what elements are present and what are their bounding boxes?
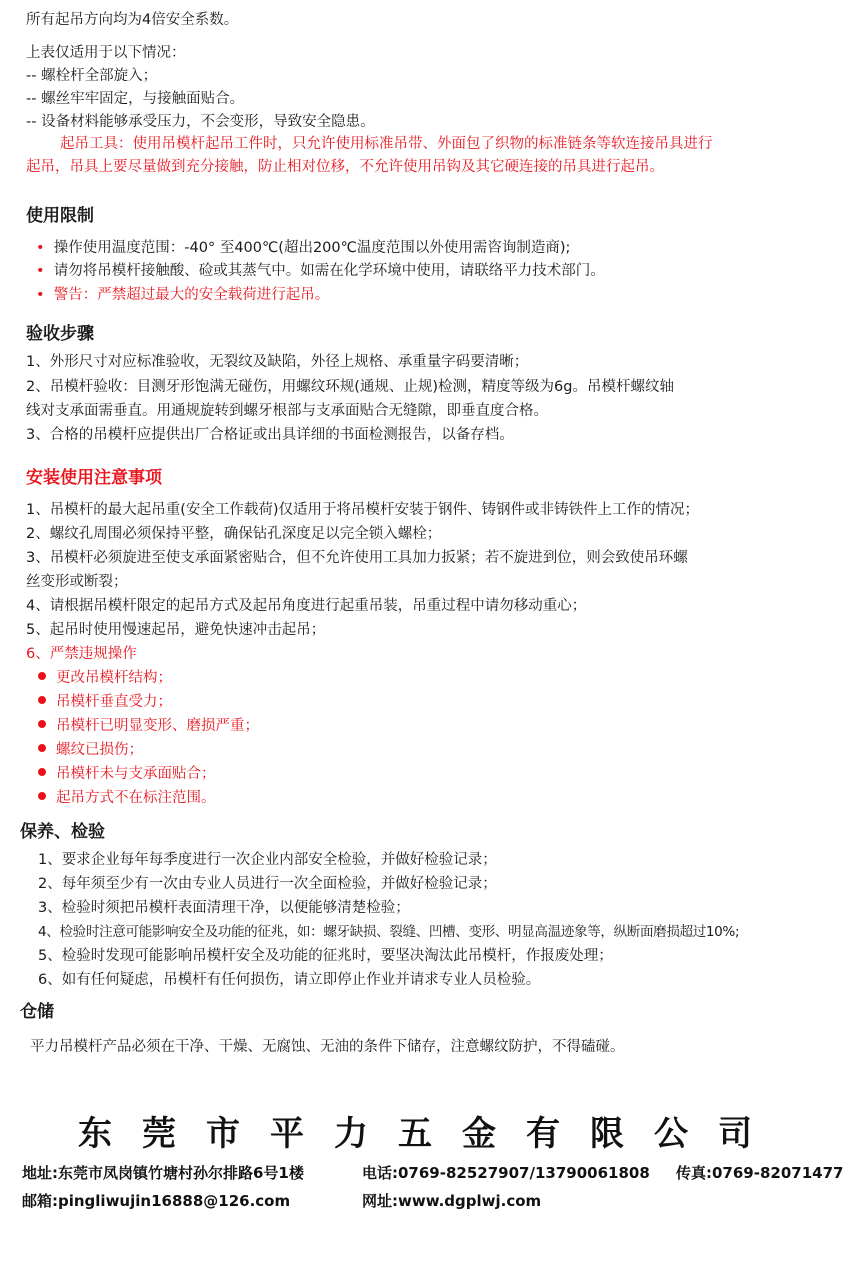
company-name: 东莞市平力五金有限公司 [78, 1114, 782, 1154]
storage-heading: 仓储 [20, 1002, 54, 1022]
list-item [38, 788, 216, 808]
maintenance-heading: 保养、检验 [20, 822, 105, 842]
company-phone: 电话:0769-82527907/13790061808 [362, 1164, 650, 1182]
prohibited-item-text: 吊模杆垂直受力； [56, 694, 172, 710]
prohibited-item-text: 吊模杆未与支承面贴合； [56, 766, 216, 782]
prohibited-item-text: 更改吊模杆结构； [56, 670, 172, 686]
red-dot-icon [38, 696, 46, 704]
bullet-icon: • [36, 287, 45, 303]
install-item-3a: 3、吊模杆必须旋进至使支承面紧密贴合，但不允许使用工具加力扳紧；若不旋进到位，则会致使吊环螺 [26, 550, 688, 566]
company-fax: 传真:0769-82071477 [676, 1164, 844, 1182]
install-item-6: 6、严禁违规操作 [26, 646, 137, 662]
intro-applies-to: 上表仅适用于以下情况： [26, 45, 186, 61]
limits-item-2-text: 请勿将吊模杆接触酸、硷或其蒸气中。如需在化学环境中使用，请联络平力技术部门。 [53, 263, 605, 279]
maintenance-item-4: 4、检验时注意可能影响安全及功能的征兆，如：螺牙缺损、裂缝、凹槽、变形、明显高温迹象等，纵断面磨损超过10%; [38, 924, 740, 940]
storage-text: 平力吊模杆产品必须在干净、干燥、无腐蚀、无油的条件下储存，注意螺纹防护，不得磕碰。 [30, 1039, 625, 1055]
prohibited-item-text: 螺纹已损伤； [56, 742, 143, 758]
list-item [38, 764, 216, 784]
install-item-4: 4、请根据吊模杆限定的起吊方式及起吊角度进行起重吊装，吊重过程中请勿移动重心； [26, 598, 587, 614]
acceptance-item-2b: 线对支承面需垂直。用通规旋转到螺牙根部与支承面贴合无缝隙，即垂直度合格。 [26, 403, 548, 419]
limits-warning-text: 警告：严禁超过最大的安全载荷进行起吊。 [53, 287, 330, 303]
company-website[interactable]: 网址:www.dgplwj.com [362, 1192, 542, 1210]
list-item [38, 716, 259, 736]
intro-condition-2: -- 螺丝牢牢固定，与接触面贴合。 [26, 91, 245, 107]
acceptance-item-2a: 2、吊模杆验收：目测牙形饱满无碰伤，用螺纹环规(通规、止规)检测，精度等级为6g。吊模杆螺纹轴 [26, 379, 674, 395]
list-item [38, 692, 172, 712]
red-dot-icon [38, 672, 46, 680]
limits-item-2 [36, 261, 605, 281]
limits-item-3 [36, 285, 329, 305]
intro-safety-factor: 所有起吊方向均为4倍安全系数。 [26, 12, 239, 28]
red-dot-icon [38, 768, 46, 776]
lifting-tool-warning-2: 起吊，吊具上要尽量做到充分接触，防止相对位移，不允许使用吊钩及其它硬连接的吊具进行起吊。 [26, 159, 664, 175]
install-item-1: 1、吊模杆的最大起吊重(安全工作载荷)仅适用于将吊模杆安装于钢件、铸钢件或非铸铁件上工作的情况； [26, 502, 700, 518]
maintenance-item-1: 1、要求企业每年每季度进行一次企业内部安全检验，并做好检验记录； [38, 852, 497, 868]
company-address: 地址:东莞市凤岗镇竹塘村孙尔排路6号1楼 [22, 1164, 304, 1182]
red-dot-icon [38, 744, 46, 752]
install-item-2: 2、螺纹孔周围必须保持平整，确保钻孔深度足以完全锁入螺栓； [26, 526, 442, 542]
list-item [38, 668, 172, 688]
intro-condition-3: -- 设备材料能够承受压力，不会变形，导致安全隐患。 [26, 114, 375, 130]
limits-item-1 [36, 238, 570, 258]
lifting-tool-warning-1: 起吊工具：使用吊模杆起吊工件时，只允许使用标准吊带、外面包了织物的标准链条等软连接吊具进行 [60, 136, 713, 152]
intro-condition-1: -- 螺栓杆全部旋入； [26, 68, 158, 84]
red-dot-icon [38, 720, 46, 728]
maintenance-item-5: 5、检验时发现可能影响吊模杆安全及功能的征兆时，要坚决淘汰此吊模杆，作报废处理； [38, 948, 613, 964]
limits-heading: 使用限制 [26, 206, 94, 226]
company-email[interactable]: 邮箱:pingliwujin16888@126.com [22, 1192, 291, 1210]
install-item-3b: 丝变形或断裂； [26, 574, 128, 590]
limits-item-1-text: 操作使用温度范围：-40° 至400℃(超出200℃温度范围以外使用需咨询制造商); [53, 240, 571, 256]
acceptance-heading: 验收步骤 [26, 324, 94, 344]
prohibited-item-text: 起吊方式不在标注范围。 [56, 790, 216, 806]
acceptance-item-1: 1、外形尺寸对应标准验收，无裂纹及缺陷，外径上规格、承重量字码要清晰； [26, 354, 529, 370]
maintenance-item-2: 2、每年须至少有一次由专业人员进行一次全面检验，并做好检验记录； [38, 876, 497, 892]
acceptance-item-3: 3、合格的吊模杆应提供出厂合格证或出具详细的书面检测报告，以备存档。 [26, 427, 514, 443]
list-item [38, 740, 143, 760]
red-dot-icon [38, 792, 46, 800]
bullet-icon: • [36, 240, 45, 256]
prohibited-item-text: 吊模杆已明显变形、磨损严重； [56, 718, 259, 734]
install-heading: 安装使用注意事项 [26, 468, 162, 488]
install-item-5: 5、起吊时使用慢速起吊，避免快速冲击起吊； [26, 622, 326, 638]
maintenance-item-6: 6、如有任何疑虑，吊模杆有任何损伤，请立即停止作业并请求专业人员检验。 [38, 972, 541, 988]
bullet-icon: • [36, 263, 45, 279]
maintenance-item-3: 3、检验时须把吊模杆表面清理干净，以便能够清楚检验； [38, 900, 410, 916]
